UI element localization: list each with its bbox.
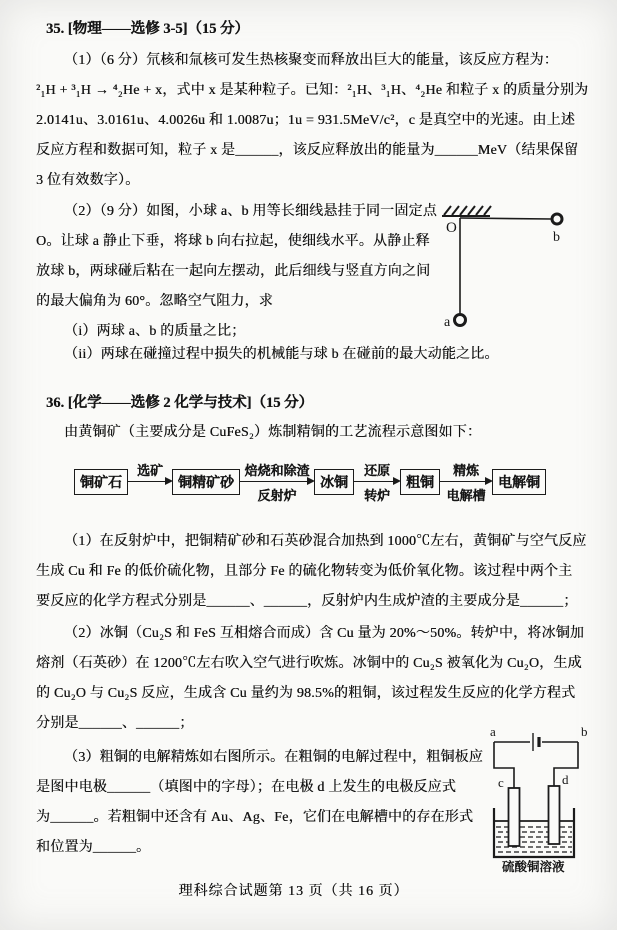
flow-arrow-3-sublabel: 转炉	[363, 488, 391, 503]
question-35-part2	[36, 197, 448, 347]
terminal-a-label: a	[490, 724, 496, 739]
q36-intro-line: 由黄铜矿（主要成分是 CuFeS₂）炼制精铜的工艺流程示意图如下：	[64, 425, 482, 440]
ball-b-icon	[552, 214, 562, 224]
q35-p2-line: 放球 b，两球碰后粘在一起向左摆动，此后细线与竖直方向之间	[36, 264, 431, 279]
flow-arrow-3-label: 还原	[363, 463, 391, 478]
q36-p3-line-blank: 和位置为______。	[36, 840, 151, 855]
flow-arrow-4-sublabel: 电解槽	[446, 488, 486, 503]
flow-box-matte: 冰铜	[314, 469, 354, 495]
q35-p1-line: 3 位有效数字）。	[36, 173, 140, 188]
q36-p1-line: 生成 Cu 和 Fe 的低价硫化物，且部分 Fe 的硫化物转变为低价氧化物。该过程中两个主	[36, 564, 573, 579]
page-footer: 理科综合试题第 13 页（共 16 页）	[178, 884, 409, 899]
solution-caption: 硫酸铜溶液	[502, 860, 565, 874]
arrow-icon	[128, 481, 171, 482]
flow-arrow-2	[240, 456, 314, 508]
flow-arrow-3	[354, 456, 400, 508]
q36-p2-line: 熔剂（石英砂）在 1200℃左右吹入空气进行吹炼。冰铜中的 Cu₂S 被氧化为 Cu₂O，生成	[36, 656, 582, 671]
flow-box-blister: 粗铜	[400, 469, 440, 495]
q36-p3-line: （3）粗铜的电解精炼如右图所示。在粗铜的电解过程中，粗铜板应	[64, 750, 483, 765]
question-35-part2-ii	[36, 340, 592, 370]
question-36-title-block	[46, 388, 602, 418]
flow-arrow-2-sublabel: 反射炉	[257, 488, 297, 503]
question-36-part2	[36, 619, 592, 739]
question-36-title: 36. [化学——选修 2 化学与技术]（15 分）	[46, 395, 314, 411]
question-35-part1	[36, 46, 592, 196]
question-36-part1	[36, 527, 592, 617]
electrode-c-icon	[509, 788, 520, 846]
solution-hatch-icon	[496, 827, 572, 852]
copper-process-flowchart	[74, 456, 546, 508]
ceiling-hatch-icon	[442, 206, 491, 216]
q35-p1-line: （1）（6 分）氘核和氚核可发生热核聚变而释放出巨大的能量，该反应方程为：	[64, 53, 558, 68]
q35-p1-line: 2.0141u、3.0161u、4.0026u 和 1.0087u；1u = 931.5MeV/c²，c 是真空中的光速。由上述	[36, 113, 575, 128]
q36-p2-line-blank: 分别是______、______；	[36, 716, 194, 731]
electrolysis-figure	[486, 724, 616, 876]
electrode-d-icon	[549, 786, 560, 844]
flow-arrow-1	[128, 456, 172, 508]
question-35-title: 35. [物理——选修 3-5]（15 分）	[46, 21, 249, 37]
ball-a-icon	[455, 315, 466, 326]
q36-p2-line: 的 Cu₂O 与 Cu₂S 反应，生成含 Cu 量约为 98.5%的粗铜，该过程发生反应的化学方程式	[36, 686, 576, 701]
ball-b-label: b	[553, 230, 560, 245]
flow-box-electrolytic-copper: 电解铜	[492, 469, 546, 495]
terminal-b-label: b	[581, 724, 588, 739]
ball-a-label: a	[444, 315, 451, 330]
flow-box-concentrate: 铜精矿砂	[172, 469, 240, 495]
q35-p2-item-i: （i）两球 a、b 的质量之比；	[64, 324, 246, 339]
flow-arrow-2-label: 焙烧和除渣	[244, 463, 310, 478]
pendulum-figure	[438, 203, 598, 335]
arrow-icon	[240, 481, 313, 482]
flow-arrow-4	[440, 456, 492, 508]
q35-p2-line: 的最大偏角为 60°。忽略空气阻力，求	[36, 294, 273, 309]
flow-box-copper-ore: 铜矿石	[74, 469, 128, 495]
question-36-intro	[36, 418, 592, 448]
arrow-icon	[354, 481, 399, 482]
q35-p2-item-ii: （ii）两球在碰撞过程中损失的机械能与球 b 在碰前的最大动能之比。	[64, 347, 499, 362]
q36-p1-line-blank: 要反应的化学方程式分别是______、______，反射炉内生成炉渣的主要成分是______；	[36, 594, 578, 609]
pivot-label: O	[446, 220, 457, 236]
question-35-title-block	[46, 14, 602, 44]
q35-p2-line: O。让球 a 静止下垂，将球 b 向右拉起，使细线水平。从静止释	[36, 234, 430, 249]
wire-to-electrode-c	[494, 742, 514, 788]
flow-arrow-4-label: 精炼	[452, 463, 480, 478]
q36-p1-line: （1）在反射炉中，把铜精矿砂和石英砂混合加热到 1000℃左右，黄铜矿与空气反应	[64, 534, 587, 549]
q36-p3-line: 是图中电极______（填图中的字母）；在电极 d 上发生的电极反应式	[36, 780, 456, 795]
arrow-icon	[440, 481, 491, 482]
string-horizontal	[460, 218, 552, 219]
flow-arrow-1-label: 选矿	[136, 463, 164, 478]
q35-p1-line-blank: 反应方程和数据可知，粒子 x 是______，该反应释放出的能量为______MeV（结果保留	[36, 143, 579, 158]
q35-p1-line-equation: ²₁H + ³₁H → ⁴₂He + x，式中 x 是某种粒子。已知：²₁H、³₁H、⁴₂He 和粒子 x 的质量分别为	[36, 83, 589, 98]
electrode-c-label: c	[498, 775, 504, 790]
q35-p2-line: （2）（9 分）如图，小球 a、b 用等长细线悬挂于同一固定点	[64, 204, 437, 219]
q36-p3-line: 为______。若粗铜中还含有 Au、Ag、Fe，它们在电解槽中的存在形式	[36, 810, 474, 825]
q36-p2-line: （2）冰铜（Cu₂S 和 FeS 互相熔合而成）含 Cu 量为 20%～50%。转炉中，将冰铜加	[64, 626, 585, 641]
electrode-d-label: d	[562, 772, 569, 787]
question-36-part3	[36, 743, 488, 863]
